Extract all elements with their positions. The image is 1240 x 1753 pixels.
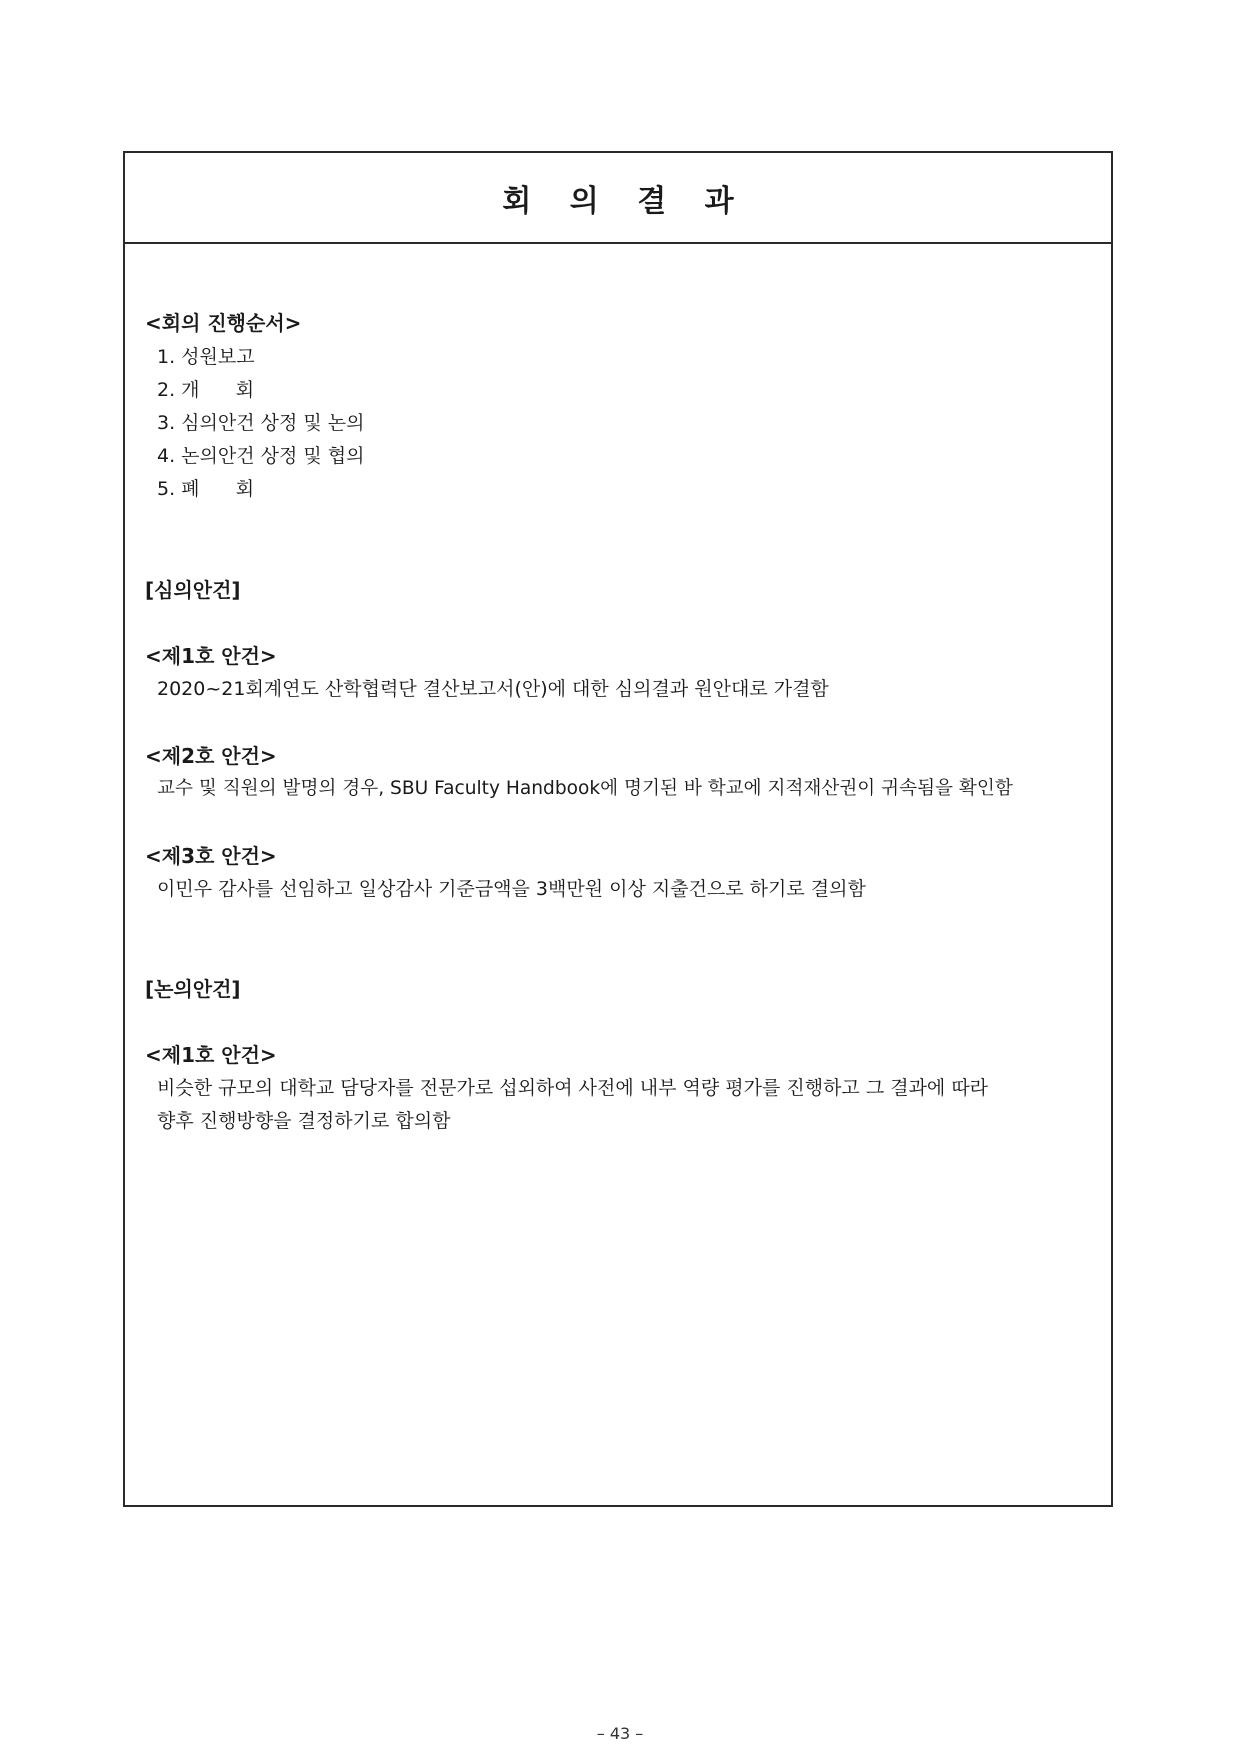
- agenda-text: 2020~21회계연도 산학협력단 결산보고서(안)에 대한 심의결과 원안대로 가결함: [157, 678, 829, 700]
- discussion-heading: [논의안건]: [145, 977, 241, 1001]
- order-heading: <회의 진행순서>: [145, 311, 302, 335]
- page-title: 회 의 결 과: [502, 183, 748, 219]
- agenda-label: <제1호 안건>: [145, 644, 277, 668]
- order-item: 5. 폐 회: [157, 478, 255, 500]
- agenda-label: <제3호 안건>: [145, 844, 277, 868]
- order-item: 3. 심의안건 상정 및 논의: [157, 412, 365, 434]
- meeting-result-frame: [123, 151, 1113, 1507]
- deliberation-heading: [심의안건]: [145, 578, 241, 602]
- agenda-label: <제2호 안건>: [145, 744, 277, 768]
- agenda-text: 교수 및 직원의 발명의 경우, SBU Faculty Handbook에 명기된 바 학교에 지적재산권이 귀속됨을 확인함: [157, 778, 1013, 799]
- agenda-text: 이민우 감사를 선임하고 일상감사 기준금액을 3백만원 이상 지출건으로 하기로 결의함: [157, 878, 866, 900]
- title-bar: [125, 153, 1111, 244]
- agenda-label: <제1호 안건>: [145, 1043, 277, 1067]
- agenda-text: 향후 진행방향을 결정하기로 합의함: [157, 1110, 451, 1132]
- agenda-text: 비슷한 규모의 대학교 담당자를 전문가로 섭외하여 사전에 내부 역량 평가를 진행하고 그 결과에 따라: [157, 1077, 989, 1099]
- order-item: 2. 개 회: [157, 379, 255, 401]
- order-item: 4. 논의안건 상정 및 협의: [157, 445, 365, 467]
- order-item: 1. 성원보고: [157, 346, 255, 368]
- page-number: – 43 –: [596, 1724, 644, 1743]
